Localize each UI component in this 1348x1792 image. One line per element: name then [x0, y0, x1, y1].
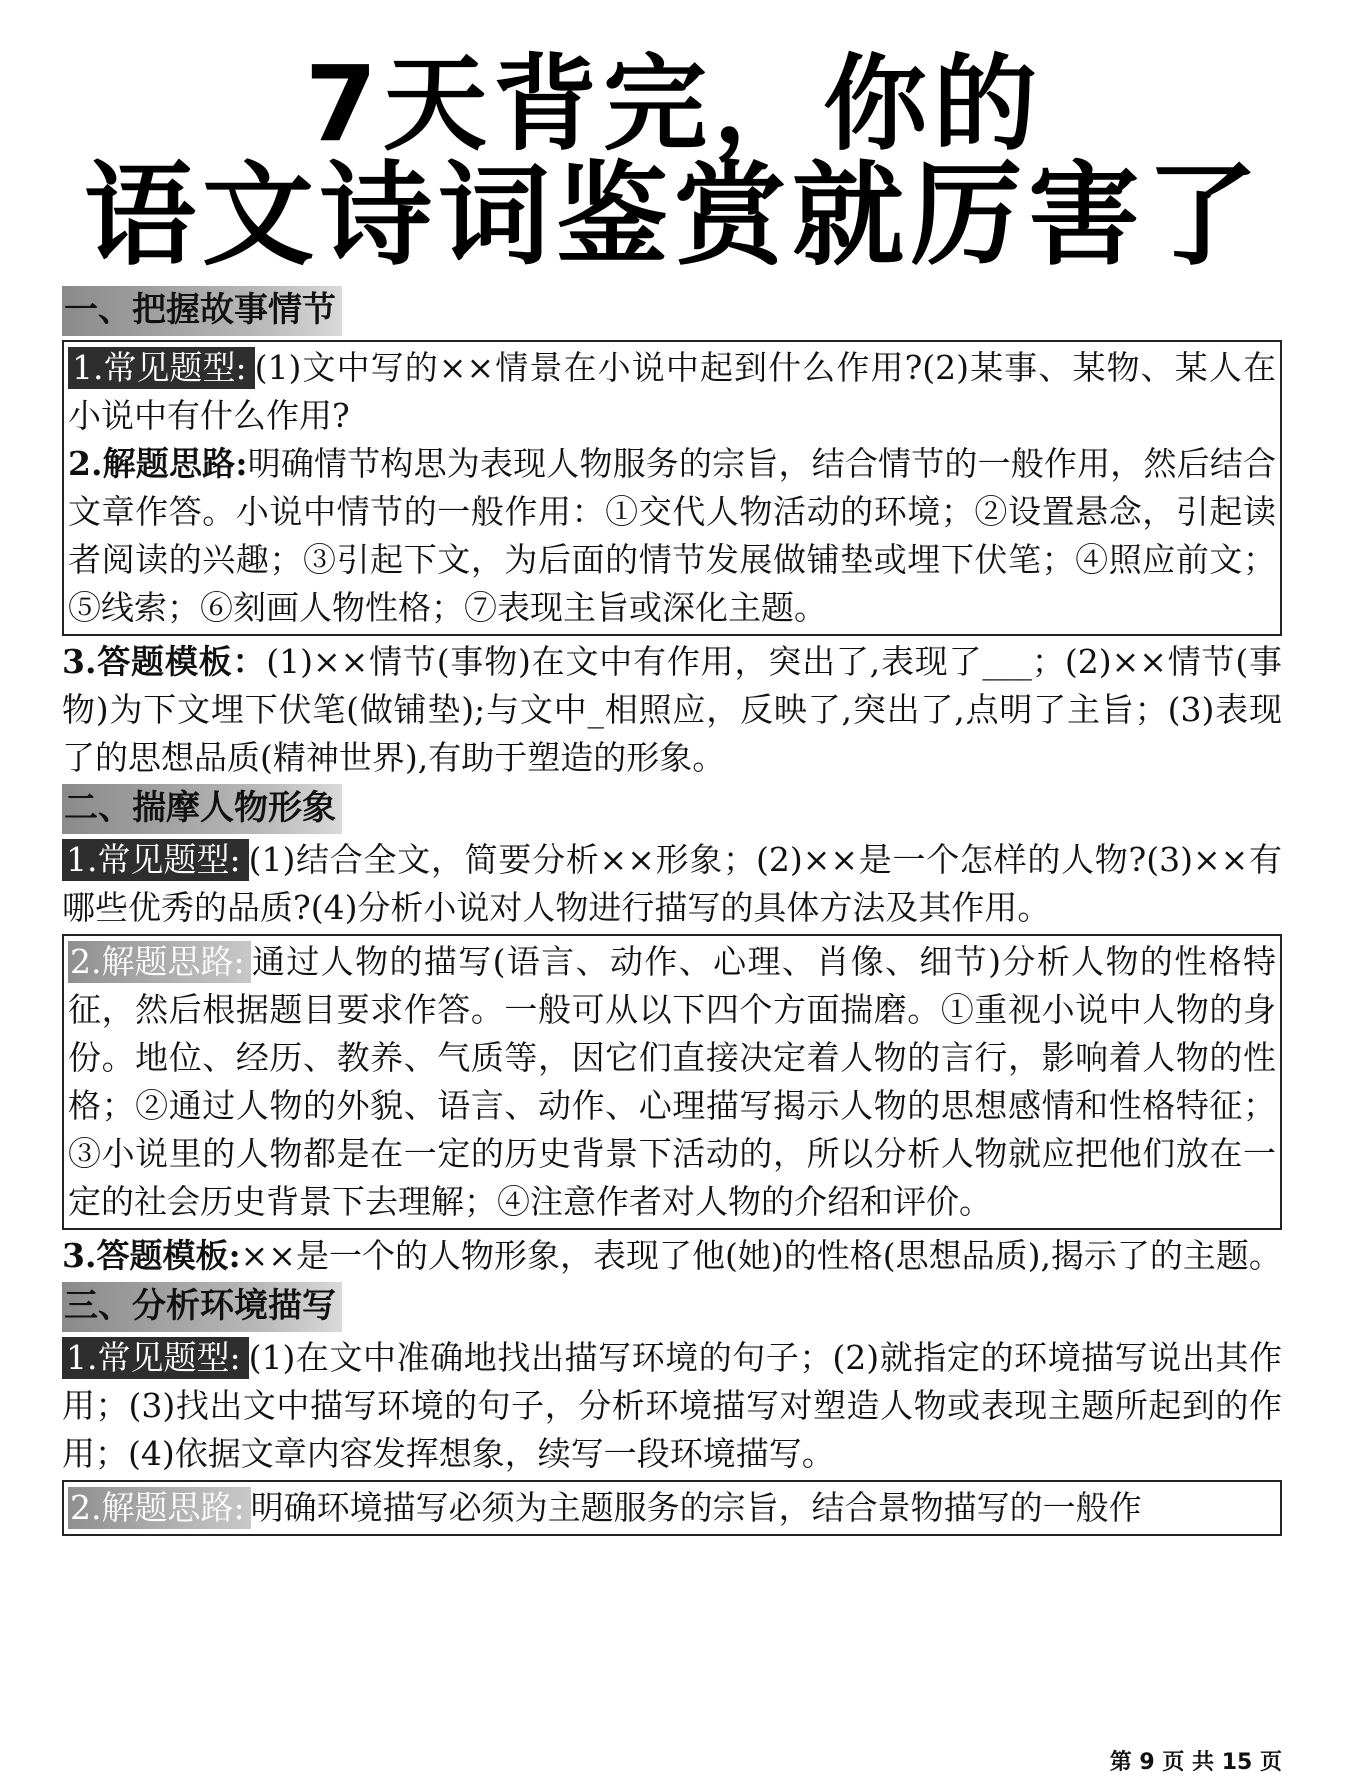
s2-question-types — [62, 836, 1282, 932]
s1-template-text: (1)××情节(事物)在文中有作用，突出了,表现了___；(2)××情节(事物)为下文埋下伏笔(做铺垫);与文中_相照应，反映了,突出了,点明了主旨；(3)表现了的思想品质(精神世界),有助于塑造的形象。 — [62, 642, 1282, 777]
s1-idea — [68, 440, 1276, 632]
page-number: 第 9 页 共 15 页 — [1109, 1750, 1282, 1775]
s3-question-label: 1.常见题型: — [62, 1337, 249, 1379]
s2-question-label: 1.常见题型: — [62, 839, 249, 881]
title-line-2: 语文诗词鉴赏就厉害了 — [84, 151, 1264, 281]
s2-question-text: (1)结合全文，简要分析××形象；(2)××是一个怎样的人物?(3)××有哪些优秀的品质?(4)分析小说对人物进行描写的具体方法及其作用。 — [62, 840, 1282, 927]
document-body — [62, 284, 1282, 1538]
s2-template-text: ××是一个的人物形象，表现了他(她)的性格(思想品质),揭示了的主题。 — [240, 1236, 1282, 1275]
s3-idea — [68, 1484, 1276, 1532]
s2-template — [62, 1232, 1282, 1280]
s1-idea-label: 2.解题思路: — [68, 444, 248, 483]
s1-question-label: 1.常见题型: — [68, 347, 255, 389]
s3-idea-text: 明确环境描写必须为主题服务的宗旨，结合景物描写的一般作 — [250, 1488, 1142, 1527]
section-3-heading: 三、分析环境描写 — [62, 1282, 342, 1332]
s3-idea-label: 2.解题思路: — [68, 1487, 251, 1529]
title-line-1: 7天背完，你的 — [304, 43, 1044, 165]
section-1-box — [62, 340, 1282, 636]
s2-idea — [68, 938, 1276, 1226]
s1-template — [62, 638, 1282, 782]
s3-question-types — [62, 1334, 1282, 1478]
section-1-heading: 一、把握故事情节 — [62, 286, 342, 336]
section-2-box — [62, 934, 1282, 1230]
s1-question-text: (1)文中写的××情景在小说中起到什么作用?(2)某事、某物、某人在小说中有什么作用? — [68, 348, 1276, 435]
s1-template-label: 3.答题模板： — [62, 642, 267, 681]
s2-idea-label: 2.解题思路: — [68, 941, 251, 983]
s2-template-label: 3.答题模板: — [62, 1236, 241, 1275]
s2-idea-text: 通过人物的描写(语言、动作、心理、肖像、细节)分析人物的性格特征，然后根据题目要求作答。一般可从以下四个方面揣磨。①重视小说中人物的身份。地位、经历、教养、气质等，因它们直接决定着人物的言行，影响着人物的性格；②通过人物的外貌、语言、动作、心理描写揭示人物的思想感情和性格特征；③小说里的人物都是在一定的历史背景下活动的，所以分析人物就应把他们放在一定的社会历史背景下去理解；④注意作者对人物的介绍和评价。 — [68, 942, 1276, 1221]
section-2-heading: 二、揣摩人物形象 — [62, 784, 342, 834]
s3-question-text: (1)在文中准确地找出描写环境的句子；(2)就指定的环境描写说出其作用；(3)找出文中描写环境的句子，分析环境描写对塑造人物或表现主题所起到的作用；(4)依据文章内容发挥想象，续写一段环境描写。 — [62, 1338, 1282, 1473]
section-3-box — [62, 1480, 1282, 1536]
s1-question-types — [68, 344, 1276, 440]
s1-idea-text: 明确情节构思为表现人物服务的宗旨，结合情节的一般作用，然后结合文章作答。小说中情节的一般作用：①交代人物活动的环境；②设置悬念，引起读者阅读的兴趣；③引起下文，为后面的情节发展做铺垫或埋下伏笔；④照应前文；⑤线索；⑥刻画人物性格；⑦表现主旨或深化主题。 — [68, 444, 1276, 627]
